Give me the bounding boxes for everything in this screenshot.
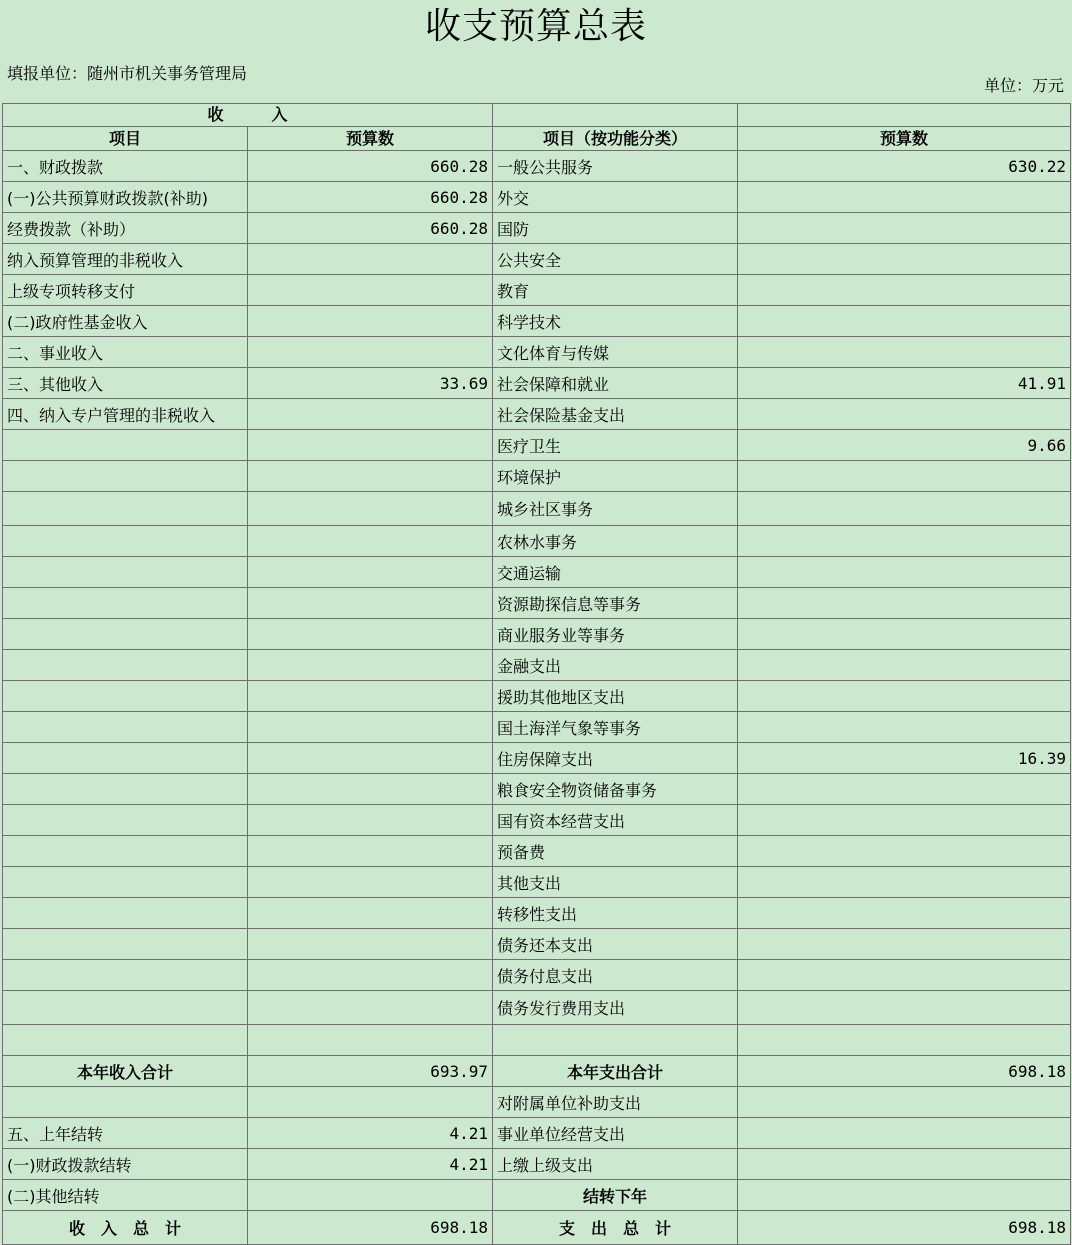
expense-budget-cell[interactable]	[738, 337, 1071, 368]
expense-budget-cell[interactable]	[738, 1087, 1071, 1118]
header-group-row	[3, 104, 1071, 127]
income-item-cell[interactable]	[3, 836, 248, 867]
expense-budget-cell[interactable]	[738, 399, 1071, 430]
income-budget-cell[interactable]	[248, 898, 493, 929]
expense-budget-cell[interactable]	[738, 712, 1071, 743]
col-header-item[interactable]: 项目	[3, 127, 248, 151]
income-item-cell[interactable]	[3, 492, 248, 526]
expense-item-cell[interactable]: 一般公共服务	[493, 151, 738, 182]
income-item-cell[interactable]: (二)政府性基金收入	[3, 306, 248, 337]
income-item-cell[interactable]	[3, 619, 248, 650]
expense-item-cell[interactable]: 援助其他地区支出	[493, 681, 738, 712]
expense-budget-cell[interactable]	[738, 213, 1071, 244]
income-item-cell[interactable]	[3, 929, 248, 960]
income-budget-cell[interactable]	[248, 461, 493, 492]
expense-budget-cell[interactable]	[738, 650, 1071, 681]
table-row	[3, 492, 1071, 526]
expense-budget-cell[interactable]	[738, 681, 1071, 712]
income-item-cell[interactable]	[3, 960, 248, 991]
expense-budget-cell[interactable]: 41.91	[738, 368, 1071, 399]
expense-budget-cell[interactable]	[738, 836, 1071, 867]
expense-item-cell[interactable]: 国土海洋气象等事务	[493, 712, 738, 743]
income-budget-cell[interactable]	[248, 1180, 493, 1211]
table-row	[3, 650, 1071, 681]
table-row	[3, 399, 1071, 430]
table-row	[3, 430, 1071, 461]
income-budget-cell[interactable]	[248, 743, 493, 774]
table-row	[3, 712, 1071, 743]
table-row	[3, 743, 1071, 774]
expense-budget-cell[interactable]	[738, 588, 1071, 619]
budget-table	[2, 103, 1071, 1245]
income-budget-cell[interactable]: 4.21	[248, 1118, 493, 1149]
expense-budget-cell[interactable]: 698.18	[738, 1211, 1071, 1245]
expense-budget-cell[interactable]: 630.22	[738, 151, 1071, 182]
income-budget-cell[interactable]	[248, 991, 493, 1025]
income-budget-cell[interactable]	[248, 337, 493, 368]
expense-item-cell[interactable]: 社会保险基金支出	[493, 399, 738, 430]
expense-budget-cell[interactable]	[738, 526, 1071, 557]
table-row	[3, 1180, 1071, 1211]
table-row	[3, 681, 1071, 712]
header-column-row	[3, 127, 1071, 151]
expense-item-cell[interactable]	[493, 1025, 738, 1056]
expense-group-header-right[interactable]	[738, 104, 1071, 127]
table-row	[3, 557, 1071, 588]
table-row	[3, 836, 1071, 867]
income-budget-cell[interactable]	[248, 836, 493, 867]
income-budget-cell[interactable]	[248, 650, 493, 681]
income-budget-cell[interactable]	[248, 960, 493, 991]
income-item-cell[interactable]	[3, 650, 248, 681]
expense-item-cell[interactable]: 转移性支出	[493, 898, 738, 929]
income-budget-cell[interactable]: 33.69	[248, 368, 493, 399]
expense-budget-cell[interactable]	[738, 929, 1071, 960]
expense-item-cell[interactable]: 对附属单位补助支出	[493, 1087, 738, 1118]
expense-item-cell[interactable]: 住房保障支出	[493, 743, 738, 774]
table-row	[3, 1087, 1071, 1118]
income-budget-cell[interactable]	[248, 712, 493, 743]
income-budget-cell[interactable]: 660.28	[248, 213, 493, 244]
expense-budget-cell[interactable]	[738, 991, 1071, 1025]
expense-item-cell[interactable]: 公共安全	[493, 244, 738, 275]
income-item-cell[interactable]: (一)财政拨款结转	[3, 1149, 248, 1180]
expense-item-cell[interactable]: 上缴上级支出	[493, 1149, 738, 1180]
table-row	[3, 929, 1071, 960]
expense-budget-cell[interactable]	[738, 619, 1071, 650]
expense-budget-cell[interactable]	[738, 1118, 1071, 1149]
income-budget-cell[interactable]	[248, 929, 493, 960]
col-header-budget[interactable]: 预算数	[248, 127, 493, 151]
expense-item-cell[interactable]: 支 出 总 计	[493, 1211, 738, 1245]
income-item-cell[interactable]	[3, 743, 248, 774]
table-row	[3, 461, 1071, 492]
expense-budget-cell[interactable]	[738, 244, 1071, 275]
income-budget-cell[interactable]	[248, 588, 493, 619]
income-budget-cell[interactable]	[248, 681, 493, 712]
income-item-cell[interactable]: 收 入 总 计	[3, 1211, 248, 1245]
expense-budget-cell[interactable]: 16.39	[738, 743, 1071, 774]
table-row	[3, 337, 1071, 368]
expense-item-cell[interactable]: 环境保护	[493, 461, 738, 492]
income-item-cell[interactable]	[3, 867, 248, 898]
table-row	[3, 960, 1071, 991]
expense-budget-cell[interactable]	[738, 805, 1071, 836]
expense-item-cell[interactable]: 社会保障和就业	[493, 368, 738, 399]
reporting-unit: 填报单位：随州市机关事务管理局	[7, 64, 247, 83]
expense-item-cell[interactable]: 债务发行费用支出	[493, 991, 738, 1025]
income-item-cell[interactable]	[3, 1087, 248, 1118]
table-row	[3, 588, 1071, 619]
income-item-cell[interactable]: 三、其他收入	[3, 368, 248, 399]
income-budget-cell[interactable]	[248, 244, 493, 275]
income-budget-cell[interactable]	[248, 805, 493, 836]
expense-budget-cell[interactable]	[738, 182, 1071, 213]
expense-budget-cell[interactable]	[738, 898, 1071, 929]
table-row	[3, 1025, 1071, 1056]
income-item-cell[interactable]	[3, 681, 248, 712]
expense-group-header-left[interactable]	[493, 104, 738, 127]
income-budget-cell[interactable]	[248, 1025, 493, 1056]
expense-item-cell[interactable]: 外交	[493, 182, 738, 213]
table-row	[3, 867, 1071, 898]
expense-item-cell[interactable]: 债务还本支出	[493, 929, 738, 960]
table-row	[3, 151, 1071, 182]
expense-budget-cell[interactable]	[738, 306, 1071, 337]
expense-item-cell[interactable]: 债务付息支出	[493, 960, 738, 991]
income-item-cell[interactable]	[3, 430, 248, 461]
income-item-cell[interactable]: 五、上年结转	[3, 1118, 248, 1149]
expense-item-cell[interactable]: 文化体育与传媒	[493, 337, 738, 368]
income-item-cell[interactable]	[3, 712, 248, 743]
income-budget-cell[interactable]: 4.21	[248, 1149, 493, 1180]
income-item-cell[interactable]: 二、事业收入	[3, 337, 248, 368]
expense-budget-cell[interactable]	[738, 275, 1071, 306]
expense-budget-cell[interactable]	[738, 867, 1071, 898]
table-row	[3, 368, 1071, 399]
expense-item-cell[interactable]: 医疗卫生	[493, 430, 738, 461]
income-item-cell[interactable]	[3, 526, 248, 557]
income-item-cell[interactable]: 上级专项转移支付	[3, 275, 248, 306]
income-budget-cell[interactable]	[248, 557, 493, 588]
expense-item-cell[interactable]: 教育	[493, 275, 738, 306]
income-budget-cell[interactable]	[248, 275, 493, 306]
income-budget-cell[interactable]	[248, 619, 493, 650]
expense-item-cell[interactable]: 科学技术	[493, 306, 738, 337]
income-item-cell[interactable]	[3, 898, 248, 929]
income-item-cell[interactable]	[3, 1025, 248, 1056]
income-item-cell[interactable]: 本年收入合计	[3, 1056, 248, 1087]
table-row	[3, 1149, 1071, 1180]
expense-item-cell[interactable]: 资源勘探信息等事务	[493, 588, 738, 619]
income-budget-cell[interactable]	[248, 1087, 493, 1118]
table-row	[3, 1056, 1071, 1087]
expense-item-cell[interactable]: 金融支出	[493, 650, 738, 681]
income-item-cell[interactable]: 一、财政拨款	[3, 151, 248, 182]
table-row	[3, 991, 1071, 1025]
expense-budget-cell[interactable]	[738, 1180, 1071, 1211]
expense-item-cell[interactable]: 国防	[493, 213, 738, 244]
expense-item-cell[interactable]: 粮食安全物资储备事务	[493, 774, 738, 805]
expense-item-cell[interactable]: 交通运输	[493, 557, 738, 588]
table-row	[3, 306, 1071, 337]
table-row	[3, 1118, 1071, 1149]
table-row	[3, 774, 1071, 805]
expense-budget-cell[interactable]	[738, 1149, 1071, 1180]
income-budget-cell[interactable]	[248, 430, 493, 461]
income-item-cell[interactable]: 四、纳入专户管理的非税收入	[3, 399, 248, 430]
expense-item-cell[interactable]: 农林水事务	[493, 526, 738, 557]
income-item-cell[interactable]	[3, 805, 248, 836]
income-item-cell[interactable]	[3, 774, 248, 805]
table-row	[3, 526, 1071, 557]
income-budget-cell[interactable]: 660.28	[248, 182, 493, 213]
table-row	[3, 619, 1071, 650]
table-row	[3, 1211, 1071, 1245]
expense-budget-cell[interactable]	[738, 774, 1071, 805]
income-budget-cell[interactable]: 693.97	[248, 1056, 493, 1087]
table-row	[3, 182, 1071, 213]
expense-item-cell[interactable]: 预备费	[493, 836, 738, 867]
expense-budget-cell[interactable]	[738, 461, 1071, 492]
income-budget-cell[interactable]	[248, 774, 493, 805]
income-item-cell[interactable]	[3, 557, 248, 588]
table-row	[3, 805, 1071, 836]
income-budget-cell[interactable]	[248, 399, 493, 430]
expense-item-cell[interactable]: 城乡社区事务	[493, 492, 738, 526]
income-budget-cell[interactable]	[248, 526, 493, 557]
income-item-cell[interactable]	[3, 461, 248, 492]
expense-budget-cell[interactable]	[738, 960, 1071, 991]
income-item-cell[interactable]: 纳入预算管理的非税收入	[3, 244, 248, 275]
income-item-cell[interactable]	[3, 991, 248, 1025]
expense-item-cell[interactable]: 本年支出合计	[493, 1056, 738, 1087]
expense-item-cell[interactable]: 结转下年	[493, 1180, 738, 1211]
income-item-cell[interactable]: 经费拨款（补助）	[3, 213, 248, 244]
expense-item-cell[interactable]: 商业服务业等事务	[493, 619, 738, 650]
income-budget-cell[interactable]: 698.18	[248, 1211, 493, 1245]
page-title: 收支预算总表	[424, 6, 647, 47]
expense-budget-cell[interactable]	[738, 557, 1071, 588]
table-row	[3, 275, 1071, 306]
col-header-item-func[interactable]: 项目（按功能分类）	[493, 127, 738, 151]
income-budget-cell[interactable]	[248, 492, 493, 526]
col-header-budget-2[interactable]: 预算数	[738, 127, 1071, 151]
table-row	[3, 898, 1071, 929]
income-item-cell[interactable]: (一)公共预算财政拨款(补助)	[3, 182, 248, 213]
income-budget-cell[interactable]: 660.28	[248, 151, 493, 182]
income-item-cell[interactable]	[3, 588, 248, 619]
expense-budget-cell[interactable]: 9.66	[738, 430, 1071, 461]
income-item-cell[interactable]: (二)其他结转	[3, 1180, 248, 1211]
expense-budget-cell[interactable]	[738, 1025, 1071, 1056]
expense-item-cell[interactable]: 其他支出	[493, 867, 738, 898]
unit-label: 单位：万元	[983, 76, 1064, 95]
expense-item-cell[interactable]: 国有资本经营支出	[493, 805, 738, 836]
income-budget-cell[interactable]	[248, 306, 493, 337]
table-row	[3, 244, 1071, 275]
income-budget-cell[interactable]	[248, 867, 493, 898]
table-row	[3, 213, 1071, 244]
income-group-header[interactable]: 收 入	[3, 104, 493, 127]
expense-item-cell[interactable]: 事业单位经营支出	[493, 1118, 738, 1149]
expense-budget-cell[interactable]: 698.18	[738, 1056, 1071, 1087]
expense-budget-cell[interactable]	[738, 492, 1071, 526]
